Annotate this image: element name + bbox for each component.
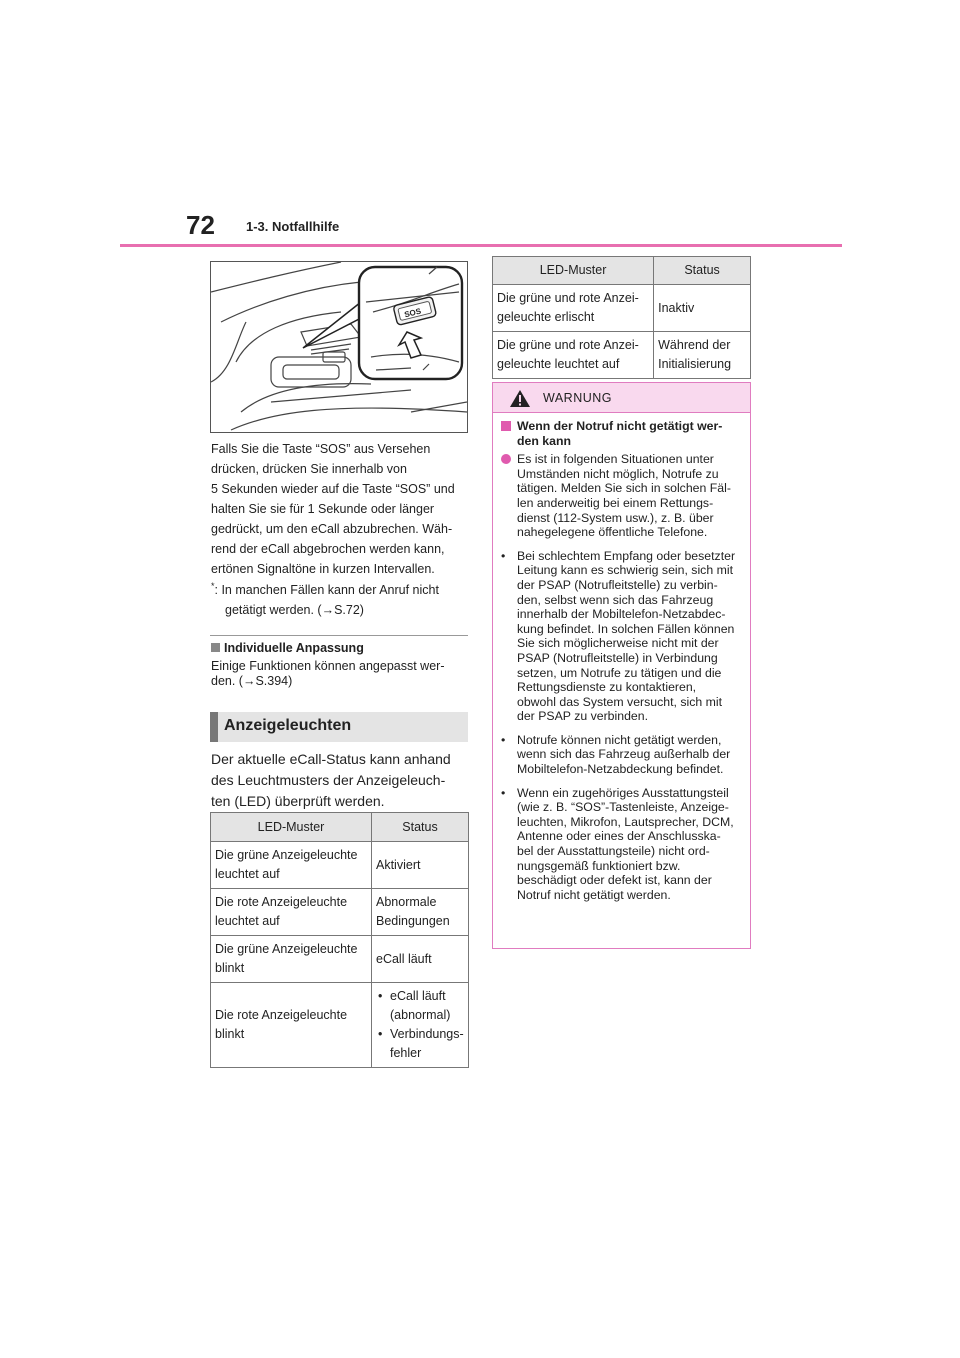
- cell-line: Abnormale: [376, 895, 437, 909]
- square-bullet-icon: [211, 643, 220, 652]
- footnote-line: : In manchen Fällen kann der Anruf nicht: [214, 583, 439, 598]
- cell-line: • eCall läuft: [390, 989, 446, 1003]
- list-item: [390, 987, 464, 1025]
- column-header-led-pattern: LED-Muster: [211, 813, 372, 842]
- warning-line: Rettungsdienste zu kontaktieren,: [517, 680, 697, 695]
- section-title: 1-3. Notfallhilfe: [246, 219, 340, 234]
- warning-bullet-item: [501, 733, 744, 777]
- warning-line: leuchten, Mikrofon, Lautsprecher, DCM,: [517, 814, 734, 829]
- list-item: [390, 1025, 464, 1063]
- cell-line: geleuchte erlischt: [497, 310, 595, 324]
- warning-line: Sie sich möglicherweise nicht mit der: [517, 636, 719, 651]
- cell-line: Inaktiv: [658, 300, 695, 315]
- warning-bullet-item: [501, 786, 744, 903]
- customization-text: [211, 659, 471, 689]
- cell-line: blinkt: [215, 961, 245, 975]
- warning-box: [492, 382, 751, 949]
- bullet-symbol: •: [501, 785, 506, 800]
- indicator-intro-line: Der aktuelle eCall-Status kann anhand: [211, 751, 451, 767]
- warning-line: obwohl das System versucht, sich mit: [517, 694, 723, 709]
- bullet-symbol: •: [501, 732, 506, 747]
- customization-heading: [211, 641, 364, 655]
- warning-line: Notrufe können nicht getätigt werden,: [517, 732, 722, 747]
- column-header-led-pattern: LED-Muster: [493, 257, 654, 285]
- column-header-status: Status: [654, 257, 751, 285]
- warning-line: Leitung kann es schwierig sein, sich mit: [517, 563, 733, 578]
- cell-line: Die grüne Anzeigeleuchte: [215, 848, 358, 862]
- warning-heading: [501, 419, 744, 448]
- intro-line: 5 Sekunden wieder auf die Taste “SOS” und: [211, 482, 455, 496]
- cell-line: leuchtet auf: [215, 914, 280, 928]
- warning-heading-line: Wenn der Notruf nicht getätigt wer-: [517, 419, 723, 433]
- table-row: [211, 983, 469, 1068]
- table-row: [493, 285, 751, 332]
- warning-line: nungsgemäß funktioniert bzw.: [517, 858, 681, 873]
- cell-line: Die grüne und rote Anzei-: [497, 291, 639, 305]
- warning-line: setzen, um Notrufe zu tätigen und die: [517, 665, 722, 680]
- warning-line: tätigen. Melden Sie sich in solchen Fäl-: [517, 481, 731, 496]
- warning-line: Es ist in folgenden Situationen unter: [517, 452, 714, 467]
- indicator-intro-line: des Leuchtmusters der Anzeigeleuch-: [211, 772, 446, 788]
- bullet-symbol: •: [501, 548, 506, 563]
- footnote: [211, 576, 471, 620]
- column-header-status: Status: [372, 813, 469, 842]
- table-row: [211, 889, 469, 936]
- warning-line: (wie z. B. “SOS”-Tastenleiste, Anzeige-: [517, 800, 729, 815]
- cell-line: eCall läuft: [376, 951, 432, 966]
- cell-line: Die rote Anzeigeleuchte: [215, 895, 348, 909]
- warning-triangle-icon: [509, 389, 531, 408]
- table-row: [493, 332, 751, 379]
- intro-line: rend der eCall abgebrochen werden kann,: [211, 542, 445, 556]
- indicator-intro-line: ten (LED) überprüft werden.: [211, 793, 385, 809]
- warning-line: dienst (112-System usw.), z. B. über: [517, 510, 714, 525]
- customization-line: den. (→S.394): [211, 674, 293, 688]
- footnote-mark: *: [211, 581, 215, 591]
- cell-line: Initialisierung: [658, 357, 732, 371]
- warning-line: Antenne oder eines der Anschlusska-: [517, 829, 721, 844]
- cell-line: Die grüne Anzeigeleuchte: [215, 942, 358, 956]
- led-status-table: [210, 812, 469, 1068]
- header-rule: [120, 244, 842, 247]
- warning-line: wenn sich das Fahrzeug außerhalb der: [517, 747, 731, 762]
- warning-line: Bei schlechtem Empfang oder besetzter: [517, 548, 736, 563]
- warning-title: WARNUNG: [543, 391, 613, 405]
- warning-line: Umständen nicht möglich, Notrufe zu: [517, 466, 719, 481]
- intro-line: ertönen Signaltöne in kurzen Intervallen.: [211, 562, 435, 576]
- page-number: 72: [186, 210, 215, 240]
- square-bullet-icon: [501, 421, 511, 431]
- warning-line: innerhalb der Mobiltelefon-Netzabdec-: [517, 607, 726, 622]
- cell-line: leuchtet auf: [215, 867, 280, 881]
- cell-line: geleuchte leuchtet auf: [497, 357, 620, 371]
- warning-line: Mobiltelefon-Netzabdeckung befindet.: [517, 762, 724, 777]
- indicator-section-title: Anzeigeleuchten: [224, 717, 352, 734]
- led-status-table-continued: [492, 256, 751, 379]
- table-row: [211, 936, 469, 983]
- warning-line: kung befindet. In solchen Fällen können: [517, 621, 735, 636]
- warning-line: Notruf nicht getätigt werden.: [517, 887, 671, 902]
- warning-line: len anderweitig bei einem Rettungs-: [517, 495, 714, 510]
- heading-bar: [210, 712, 218, 742]
- cell-line: Bedingungen: [376, 914, 450, 928]
- warning-body: [501, 419, 744, 902]
- indicator-section-heading: [210, 712, 468, 742]
- sos-button-figure: [210, 261, 468, 433]
- cell-line: Während der: [658, 338, 731, 352]
- sos-button-illustration: [211, 262, 467, 432]
- cell-line: (abnormal): [390, 1008, 451, 1022]
- customization-line: Einige Funktionen können angepasst wer-: [211, 659, 445, 673]
- footnote-line: getätigt werden. (→S.72): [225, 603, 364, 618]
- warning-line: nahegelegene öffentliche Telefone.: [517, 525, 708, 540]
- intro-line: Falls Sie die Taste “SOS” aus Versehen: [211, 442, 431, 456]
- cell-line: Aktiviert: [376, 857, 421, 872]
- indicator-intro: [211, 749, 473, 812]
- cell-line: Die grüne und rote Anzei-: [497, 338, 639, 352]
- cell-line: • Verbindungs-: [390, 1027, 464, 1041]
- warning-bullet-item: [501, 549, 744, 724]
- divider: [210, 635, 468, 636]
- customization-heading-text: Individuelle Anpassung: [224, 641, 364, 655]
- warning-line: der PSAP zu verbinden.: [517, 709, 649, 724]
- warning-heading-line: den kann: [517, 433, 571, 448]
- intro-paragraph: [211, 439, 471, 579]
- cell-line: fehler: [390, 1046, 422, 1060]
- circle-bullet-icon: [501, 454, 511, 464]
- intro-line: drücken, drücken Sie innerhalb von: [211, 462, 407, 476]
- warning-line: beschädigt oder defekt ist, kann der: [517, 873, 712, 888]
- warning-line: den, selbst wenn sich das Fahrzeug: [517, 592, 714, 607]
- warning-line: bel der Ausstattungsteile) nicht ord-: [517, 844, 710, 859]
- cell-line: Die rote Anzeigeleuchte: [215, 1008, 348, 1022]
- cell-line: blinkt: [215, 1027, 245, 1041]
- intro-line: gedrückt, um den eCall abzubrechen. Wäh-: [211, 522, 453, 536]
- warning-header: [493, 383, 750, 413]
- table-row: [211, 842, 469, 889]
- sos-label: SOS: [403, 306, 423, 320]
- warning-line: PSAP (Notrufleitstelle) in Verbindung: [517, 650, 718, 665]
- warning-line: Wenn ein zugehöriges Ausstattungsteil: [517, 785, 729, 800]
- warning-circle-item: [501, 452, 744, 540]
- intro-line: halten Sie sie für 1 Sekunde oder länger: [211, 502, 435, 516]
- warning-line: der PSAP (Notrufleitstelle) zu verbin-: [517, 577, 718, 592]
